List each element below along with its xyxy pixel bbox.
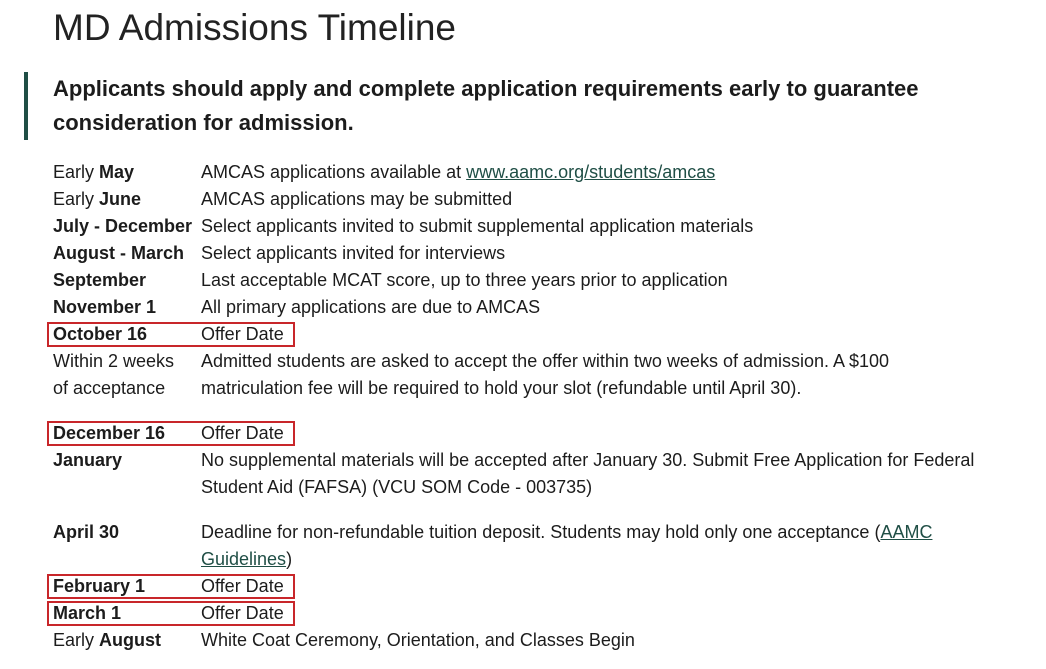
date-emphasis: June: [99, 189, 142, 209]
date-prefix: Early: [53, 162, 100, 182]
date-emphasis: April 30: [53, 522, 120, 542]
date-emphasis: May: [99, 162, 135, 182]
timeline-event: [201, 159, 1019, 186]
timeline-event: [201, 420, 1019, 447]
event-text: Admitted students are asked to accept the offer within two weeks of admission. A $100 matriculation fee will be required to hold your slot (refundable until April 30).: [201, 351, 890, 398]
date-emphasis: January: [53, 450, 123, 470]
timeline-event: [201, 321, 1019, 348]
event-text: Last acceptable MCAT score, up to three years prior to application: [201, 270, 728, 290]
callout-block: [24, 72, 1013, 140]
page-title: MD Admissions Timeline: [53, 7, 457, 48]
timeline-event: [201, 186, 1019, 213]
timeline-event: [201, 573, 1019, 600]
timeline-event: [201, 267, 1019, 294]
timeline-event: [201, 447, 1019, 501]
date-emphasis: July - December: [53, 216, 193, 236]
callout-text: Applicants should apply and complete application requirements early to guarantee consideration for admission.: [53, 76, 919, 135]
timeline-date: [53, 267, 201, 294]
event-text: Deadline for non-refundable tuition deposit. Students may hold only one acceptance (: [201, 522, 881, 542]
event-text: Select applicants invited for interviews: [201, 243, 506, 263]
date-prefix: Early: [53, 189, 100, 209]
timeline-date: [53, 294, 201, 321]
aamc-guidelines-link[interactable]: AAMC Guidelines: [201, 522, 933, 569]
date-prefix: Within 2 weeks of acceptance: [53, 351, 175, 398]
offer-date-highlight: [47, 574, 295, 599]
date-emphasis: October 16: [53, 324, 148, 344]
event-text: All primary applications are due to AMCAS: [201, 297, 541, 317]
event-text: No supplemental materials will be accepted after January 30. Submit Free Application for Federal Student Aid (FAFSA) (VCU SOM Code - 003735): [201, 450, 975, 497]
event-text: Offer Date: [201, 324, 284, 344]
offer-date-highlight: [47, 322, 295, 347]
date-emphasis: February 1: [53, 576, 146, 596]
timeline-date: [53, 186, 201, 213]
timeline-event: [201, 348, 961, 402]
date-emphasis: November 1: [53, 297, 157, 317]
event-text: Select applicants invited to submit supplemental application materials: [201, 216, 754, 236]
event-text: AMCAS applications available at: [201, 162, 467, 182]
event-text: White Coat Ceremony, Orientation, and Classes Begin: [201, 630, 635, 650]
timeline-event: [201, 213, 1019, 240]
timeline-date: [53, 627, 201, 654]
amcas-link[interactable]: www.aamc.org/students/amcas: [466, 162, 716, 182]
date-emphasis: March 1: [53, 603, 122, 623]
date-prefix: Early: [53, 630, 100, 650]
timeline-date: [53, 159, 201, 186]
timeline-event: [201, 294, 1019, 321]
timeline-date: [53, 447, 201, 474]
event-text: Offer Date: [201, 576, 284, 596]
timeline-date: [53, 519, 201, 546]
timeline-date: [53, 213, 201, 240]
offer-date-highlight: [47, 601, 295, 626]
event-text: Offer Date: [201, 603, 284, 623]
timeline-event: [201, 240, 1019, 267]
date-emphasis: December 16: [53, 423, 166, 443]
timeline-event: [201, 600, 1019, 627]
timeline-date: [53, 348, 193, 402]
date-emphasis: August - March: [53, 243, 185, 263]
date-emphasis: August: [99, 630, 162, 650]
event-text-after: ): [286, 549, 293, 569]
date-emphasis: September: [53, 270, 147, 290]
timeline-date: [53, 240, 201, 267]
offer-date-highlight: [47, 421, 295, 446]
event-text: AMCAS applications may be submitted: [201, 189, 513, 209]
event-text: Offer Date: [201, 423, 284, 443]
timeline-event: [201, 627, 1019, 654]
timeline-event: [201, 519, 991, 573]
